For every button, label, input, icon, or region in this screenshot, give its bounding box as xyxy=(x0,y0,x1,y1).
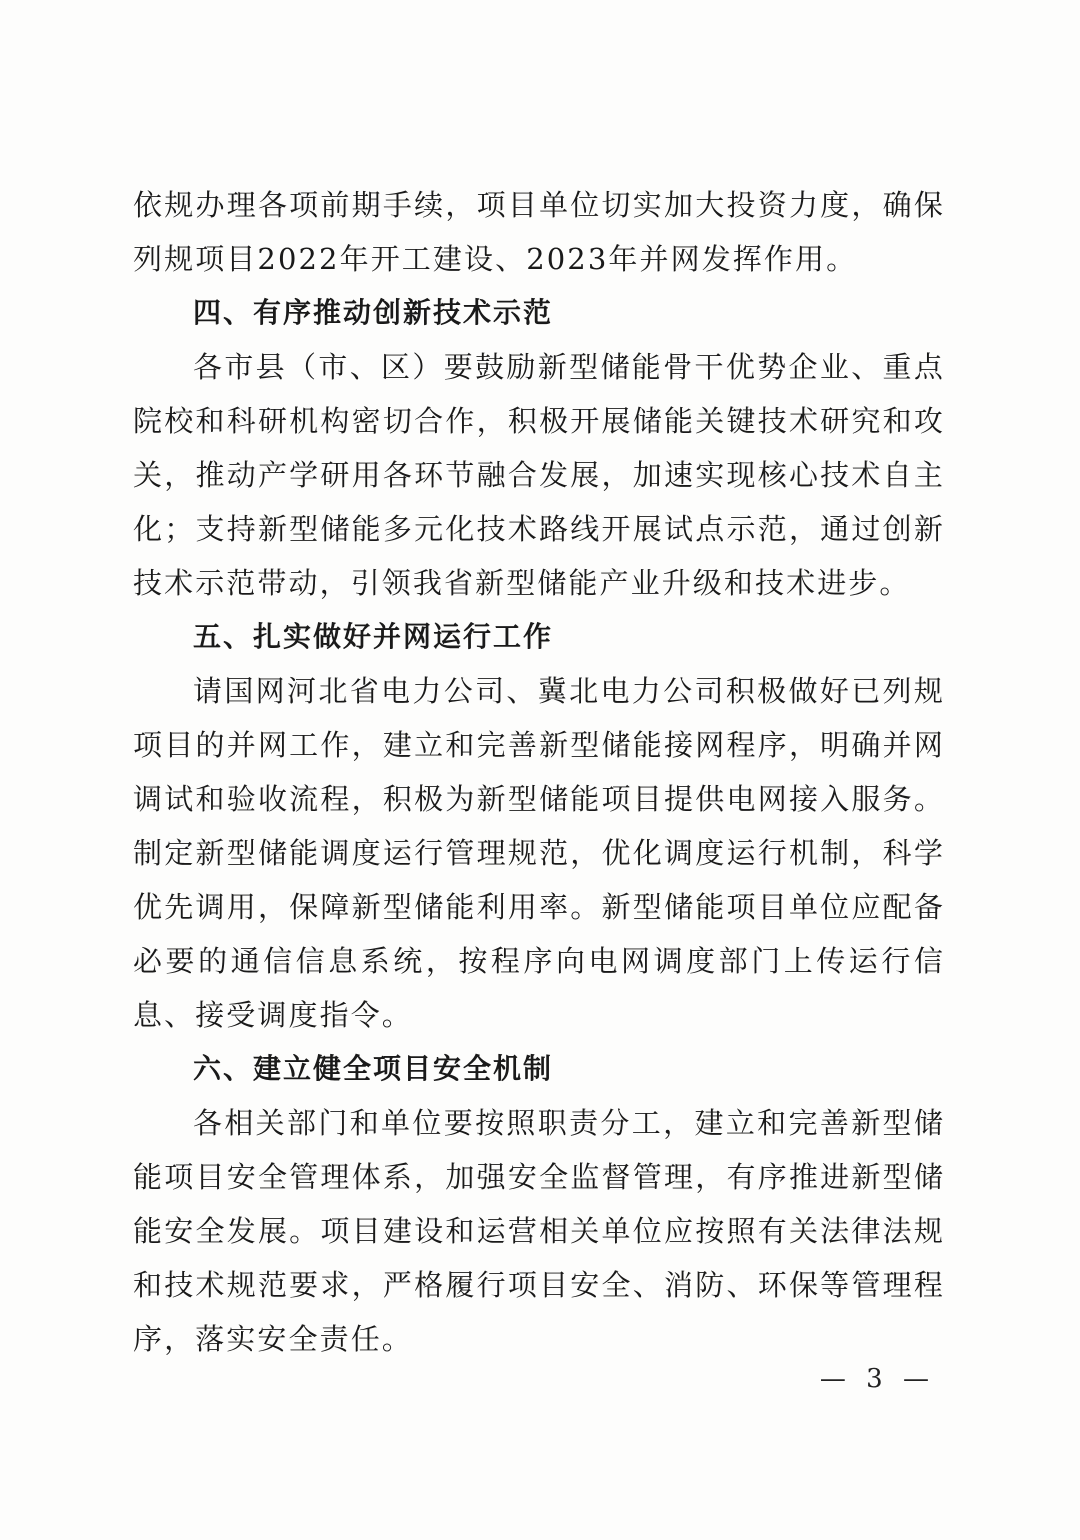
section-heading-6: 六、建立健全项目安全机制 xyxy=(193,1052,554,1085)
page-number: — 3 — xyxy=(819,1364,935,1394)
section-heading-5: 五、扎实做好并网运行工作 xyxy=(193,620,554,653)
document-body xyxy=(133,178,945,1366)
paragraph-section-5: 请国网河北省电力公司、冀北电力公司积极做好已列规项目的并网工作，建立和完善新型储能接网程序，明确并网调试和验收流程，积极为新型储能项目提供电网接入服务。制定新型储能调度运行管理规范，优化调度运行机制，科学优先调用，保障新型储能利用率。新型储能项目单位应配备必要的通信信息系统，按程序向电网调度部门上传运行信息、接受调度指令。 xyxy=(133,674,945,1032)
section-heading-4: 四、有序推动创新技术示范 xyxy=(193,296,554,329)
paragraph-section-6: 各相关部门和单位要按照职责分工，建立和完善新型储能项目安全管理体系，加强安全监督管理，有序推进新型储能安全发展。项目建设和运营相关单位应按照有关法律法规和技术规范要求，严格履行项目安全、消防、环保等管理程序，落实安全责任。 xyxy=(133,1106,945,1356)
paragraph-continuation: 依规办理各项前期手续，项目单位切实加大投资力度，确保列规项目2022年开工建设、2023年并网发挥作用。 xyxy=(133,188,945,276)
paragraph-section-4: 各市县（市、区）要鼓励新型储能骨干优势企业、重点院校和科研机构密切合作，积极开展储能关键技术研究和攻关，推动产学研用各环节融合发展，加速实现核心技术自主化；支持新型储能多元化技术路线开展试点示范，通过创新技术示范带动，引领我省新型储能产业升级和技术进步。 xyxy=(133,350,945,600)
